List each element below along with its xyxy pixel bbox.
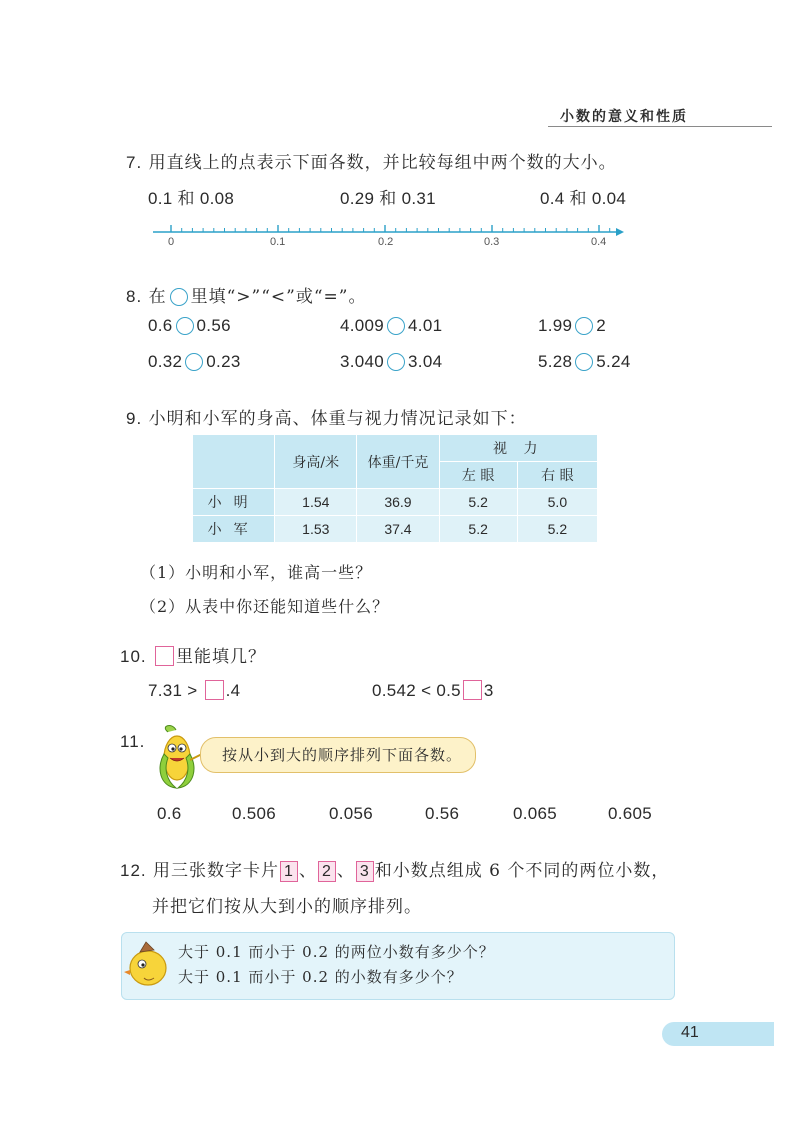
number-card[interactable]: 2 (318, 861, 336, 882)
answer-circle[interactable] (387, 317, 405, 335)
table-row: 小军 1.53 37.4 5.2 5.2 (193, 516, 598, 543)
tick-label-0-3: 0.3 (484, 236, 500, 248)
question-8: 8. 在 里填“>”“<”或“=”。 (126, 287, 367, 307)
number-card[interactable]: 1 (280, 861, 298, 882)
data-table (192, 434, 598, 543)
blank-square (155, 646, 174, 666)
number-line-arrow (616, 228, 624, 236)
row-name: 小军 (193, 516, 275, 543)
value: 0.605 (608, 804, 653, 823)
header-left-eye: 左 眼 (439, 462, 517, 489)
value: 0.065 (513, 804, 558, 823)
sub-question-1: （1）小明和小军，谁高一些？ (140, 563, 373, 582)
sub-question-2: （2）从表中你还能知道些什么？ (140, 597, 390, 616)
page-number-tab (662, 1022, 774, 1046)
section-title: 小数的意义和性质 (560, 109, 688, 125)
compare-item: 1.99 2 (538, 316, 607, 335)
compare-item: 3.040 3.04 (340, 352, 443, 371)
answer-box[interactable] (205, 680, 224, 700)
question-9: 9. 小明和小军的身高、体重与视力情况记录如下： (126, 409, 527, 429)
header-right-eye: 右 眼 (517, 462, 597, 489)
tip-line-2: 大于 0.1 而小于 0.2 的小数有多少个？ (178, 968, 463, 986)
answer-circle[interactable] (575, 317, 593, 335)
tick-label-0: 0 (168, 236, 175, 248)
table-corner-cell (193, 435, 275, 489)
compare-item: 4.009 4.01 (340, 316, 443, 335)
answer-circle[interactable] (387, 353, 405, 371)
question-12: 12. 用三张数字卡片 1 、 2 、 3 和小数点组成 6 个不同的两位小数， (120, 861, 670, 881)
header-vision: 视 力 (439, 435, 597, 462)
value: 0.56 (425, 804, 460, 823)
question-10: 10. 里能填几？ (120, 647, 267, 667)
blank-circle (170, 288, 188, 306)
bubble-text: 按从小到大的顺序排列下面各数。 (222, 746, 463, 764)
tick-label-0-4: 0.4 (591, 236, 607, 248)
question-7: 7. 用直线上的点表示下面各数，并比较每组中两个数的大小。 (126, 153, 617, 173)
tip-line-1: 大于 0.1 而小于 0.2 的两位小数有多少个？ (178, 943, 495, 961)
inequality-2: 0.542 < 0.5 3 (372, 681, 494, 700)
answer-circle[interactable] (185, 353, 203, 371)
answer-circle[interactable] (176, 317, 194, 335)
value: 0.6 (157, 804, 182, 823)
question-11: 11. (120, 732, 146, 751)
answer-circle[interactable] (575, 353, 593, 371)
table-row: 小明 1.54 36.9 5.2 5.0 (193, 489, 598, 516)
row-name: 小明 (193, 489, 275, 516)
header-rule (548, 126, 772, 127)
question-7-text: 用直线上的点表示下面各数，并比较每组中两个数的大小。 (148, 153, 617, 173)
compare-item: 5.28 5.24 (538, 352, 631, 371)
page-number: 41 (681, 1024, 699, 1041)
answer-box[interactable] (463, 680, 482, 700)
compare-item: 0.32 0.23 (148, 352, 241, 371)
tick-label-0-1: 0.1 (270, 236, 286, 248)
pair-1: 0.1 和 0.08 (148, 189, 235, 208)
inequality-1: 7.31 > .4 (148, 681, 241, 700)
value: 0.506 (232, 804, 277, 823)
header-weight: 体重/千克 (357, 435, 439, 489)
pair-2: 0.29 和 0.31 (340, 189, 436, 208)
compare-item: 0.6 0.56 (148, 316, 231, 335)
number-card[interactable]: 3 (356, 861, 374, 882)
tick-label-0-2: 0.2 (378, 236, 394, 248)
corn-mascot-icon (150, 724, 206, 790)
value: 0.056 (329, 804, 374, 823)
header-height: 身高/米 (275, 435, 357, 489)
chick-mascot-icon (124, 938, 170, 990)
pair-3: 0.4 和 0.04 (540, 189, 627, 208)
question-12-line-2: 并把它们按从大到小的顺序排列。 (152, 897, 422, 917)
